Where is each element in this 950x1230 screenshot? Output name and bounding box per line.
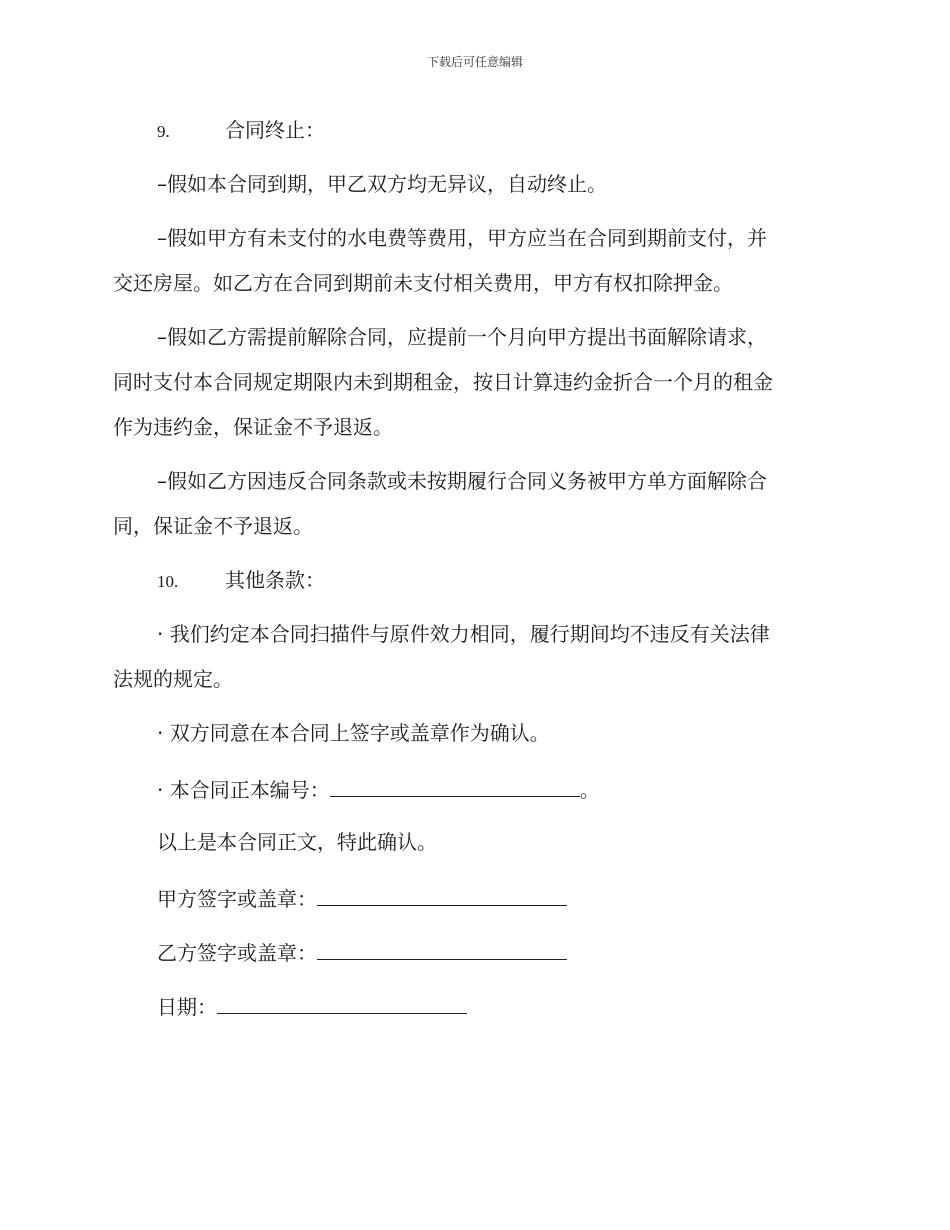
contract-number-end: 。 [579,778,600,802]
date-label: 日期： [157,995,217,1019]
party-a-signature-line [157,883,567,913]
party-b-signature-blank[interactable] [317,937,567,960]
section-10-paragraph-2: · 双方同意在本合同上签字或盖章作为确认。 [157,721,550,745]
section-10-paragraph-1-line-1: · 我们约定本合同扫描件与原件效力相同，履行期间均不违反有关法律 [157,622,770,646]
section-9-paragraph-2-line-1: –假如甲方有未支付的水电费等费用，甲方应当在合同到期前支付，并 [157,226,767,250]
contract-number-line [157,774,600,804]
section-9-paragraph-3-line-2: 同时支付本合同规定期限内未到期租金，按日计算违约金折合一个月的租金 [113,370,773,394]
date-blank[interactable] [217,991,467,1014]
section-10-title: 其他条款： [225,568,325,592]
section-9-paragraph-4-line-2: 同，保证金不予退返。 [113,514,313,538]
section-9-paragraph-4-line-1: –假如乙方因违反合同条款或未按期履行合同义务被甲方单方面解除合 [157,469,767,493]
section-9-paragraph-3-line-3: 作为违约金，保证金不予退返。 [113,415,393,439]
page-header: 下载后可任意编辑 [426,55,523,69]
section-10-heading [157,566,325,596]
section-9-paragraph-1: –假如本合同到期，甲乙双方均无异议，自动终止。 [157,172,607,196]
contract-number-blank[interactable] [330,774,580,797]
section-9-title: 合同终止： [225,118,325,142]
party-a-signature-blank[interactable] [317,883,567,906]
party-a-signature-label: 甲方签字或盖章： [157,887,317,911]
section-9-heading [157,116,325,146]
section-9-paragraph-3-line-1: –假如乙方需提前解除合同，应提前一个月向甲方提出书面解除请求， [157,325,767,349]
section-9-paragraph-2-line-2: 交还房屋。如乙方在合同到期前未支付相关费用，甲方有权扣除押金。 [113,271,733,295]
section-10-number: 10. [157,572,179,591]
party-b-signature-line [157,937,567,967]
section-10-paragraph-1-line-2: 法规的规定。 [113,667,233,691]
confirmation-text: 以上是本合同正文，特此确认。 [157,830,437,854]
date-line [157,991,467,1021]
section-9-number: 9. [157,122,170,141]
party-b-signature-label: 乙方签字或盖章： [157,941,317,965]
contract-number-label: · 本合同正本编号： [157,778,330,802]
